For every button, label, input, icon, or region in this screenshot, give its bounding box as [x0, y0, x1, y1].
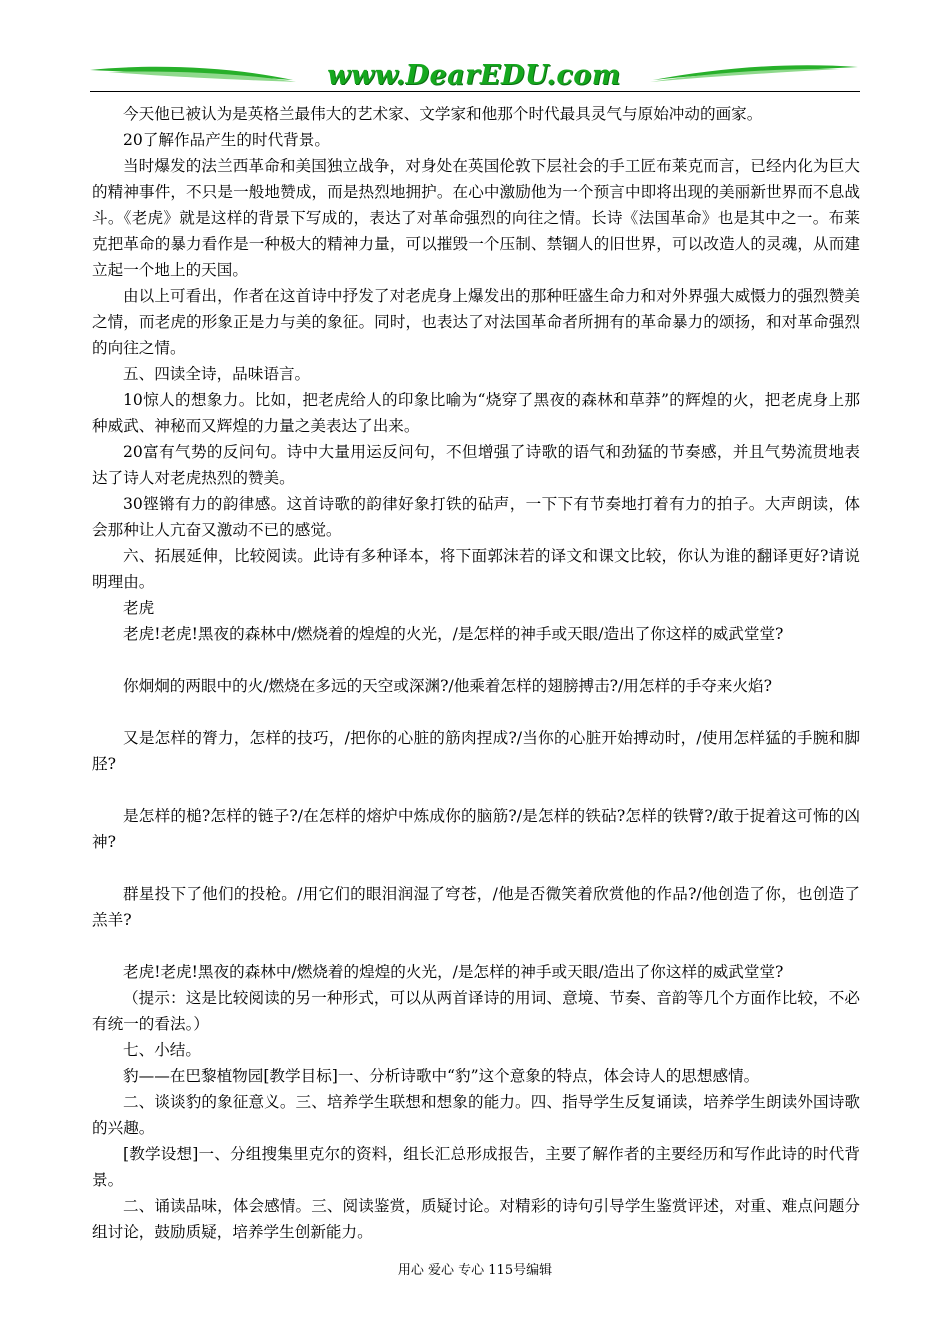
section-heading: 七、小结。 [123, 1041, 201, 1059]
poem-stanza: 老虎!老虎!黑夜的森林中/燃烧着的煌煌的火光，/是怎样的神手或天眼/造出了你这样的威武堂堂? [123, 963, 784, 981]
header-rule [90, 91, 860, 92]
paragraph: 二、诵读品味，体会感情。三、阅读鉴赏，质疑讨论。对精彩的诗句引导学生鉴赏评述，对重、难点问题分组讨论，鼓励质疑，培养学生创新能力。 [92, 1197, 860, 1241]
poem-stanza: 老虎!老虎!黑夜的森林中/燃烧着的煌煌的火光，/是怎样的神手或天眼/造出了你这样的威武堂堂? [123, 625, 784, 643]
hint-paragraph: （提示：这是比较阅读的另一种形式，可以从两首译诗的用词、意境、节奏、音韵等几个方面作比较，不必有统一的看法。） [92, 989, 860, 1033]
paragraph: 20富有气势的反问句。诗中大量用运反问句，不但增强了诗歌的语气和劲猛的节奏感，并且气势流贯地表达了诗人对老虎热烈的赞美。 [92, 443, 860, 487]
poem-title: 老虎 [123, 599, 155, 617]
poem-stanza: 你炯炯的两眼中的火/燃烧在多远的天空或深渊?/他乘着怎样的翅膀搏击?/用怎样的手夺来火焰? [123, 677, 772, 695]
document-body [92, 101, 860, 1245]
poem-stanza: 群星投下了他们的投枪。/用它们的眼泪润湿了穹苍，/他是否微笑着欣赏他的作品?/他创造了你，也创造了羔羊? [92, 885, 860, 929]
paragraph: 当时爆发的法兰西革命和美国独立战争，对身处在英国伦敦下层社会的手工匠布莱克而言，已经内化为巨大的精神事件，不只是一般地赞成，而是热烈地拥护。在心中激励他为一个预言中即将出现的美丽新世界而不息战斗。《老虎》就是这样的背景下写成的，表达了对革命强烈的向往之情。长诗《法国革命》也是其中之一。布莱克把革命的暴力看作是一种极大的精神力量，可以摧毁一个压制、禁锢人的旧世界，可以改造人的灵魂，从而建立起一个地上的天国。 [92, 157, 860, 279]
paragraph: 20了解作品产生的时代背景。 [123, 131, 330, 149]
paragraph: 10惊人的想象力。比如，把老虎给人的印象比喻为“烧穿了黑夜的森林和草莽”的辉煌的火，把老虎身上那种威武、神秘而又辉煌的力量之美表达了出来。 [92, 391, 860, 435]
paragraph: 30铿锵有力的韵律感。这首诗歌的韵律好象打铁的砧声，一下下有节奏地打着有力的拍子。大声朗读，体会那种让人亢奋又激动不已的感觉。 [92, 495, 860, 539]
page-header [88, 56, 860, 100]
page-footer: 用心 爱心 专心 115号编辑 [397, 1263, 553, 1278]
paragraph: [教学设想]一、分组搜集里克尔的资料，组长汇总形成报告，主要了解作者的主要经历和写作此诗的时代背景。 [92, 1145, 860, 1189]
poem-stanza: 是怎样的槌?怎样的链子?/在怎样的熔炉中炼成你的脑筋?/是怎样的铁砧?怎样的铁臂?/敢于捉着这可怖的凶神? [92, 807, 860, 851]
paragraph: 今天他已被认为是英格兰最伟大的艺术家、文学家和他那个时代最具灵气与原始冲动的画家。 [123, 105, 763, 123]
section-heading: 六、拓展延伸，比较阅读。此诗有多种译本，将下面郭沫若的译文和课文比较，你认为谁的翻译更好?请说明理由。 [92, 547, 860, 591]
poem-stanza: 又是怎样的膂力，怎样的技巧，/把你的心脏的筋肉捏成?/当你的心脏开始搏动时，/使用怎样猛的手腕和脚胫? [92, 729, 860, 773]
paragraph: 豹——在巴黎植物园[教学目标]一、分析诗歌中“豹”这个意象的特点，体会诗人的思想感情。 [123, 1067, 760, 1085]
paragraph: 二、谈谈豹的象征意义。三、培养学生联想和想象的能力。四、指导学生反复诵读，培养学生朗读外国诗歌的兴趣。 [92, 1093, 860, 1137]
section-heading: 五、四读全诗，品味语言。 [123, 365, 311, 383]
site-logo-text: www.DearEDU.com [327, 60, 621, 91]
paragraph: 由以上可看出，作者在这首诗中抒发了对老虎身上爆发出的那种旺盛生命力和对外界强大威慑力的强烈赞美之情，而老虎的形象正是力与美的象征。同时，也表达了对法国革命者所拥有的革命暴力的颂扬，和对革命强烈的向往之情。 [92, 287, 860, 357]
